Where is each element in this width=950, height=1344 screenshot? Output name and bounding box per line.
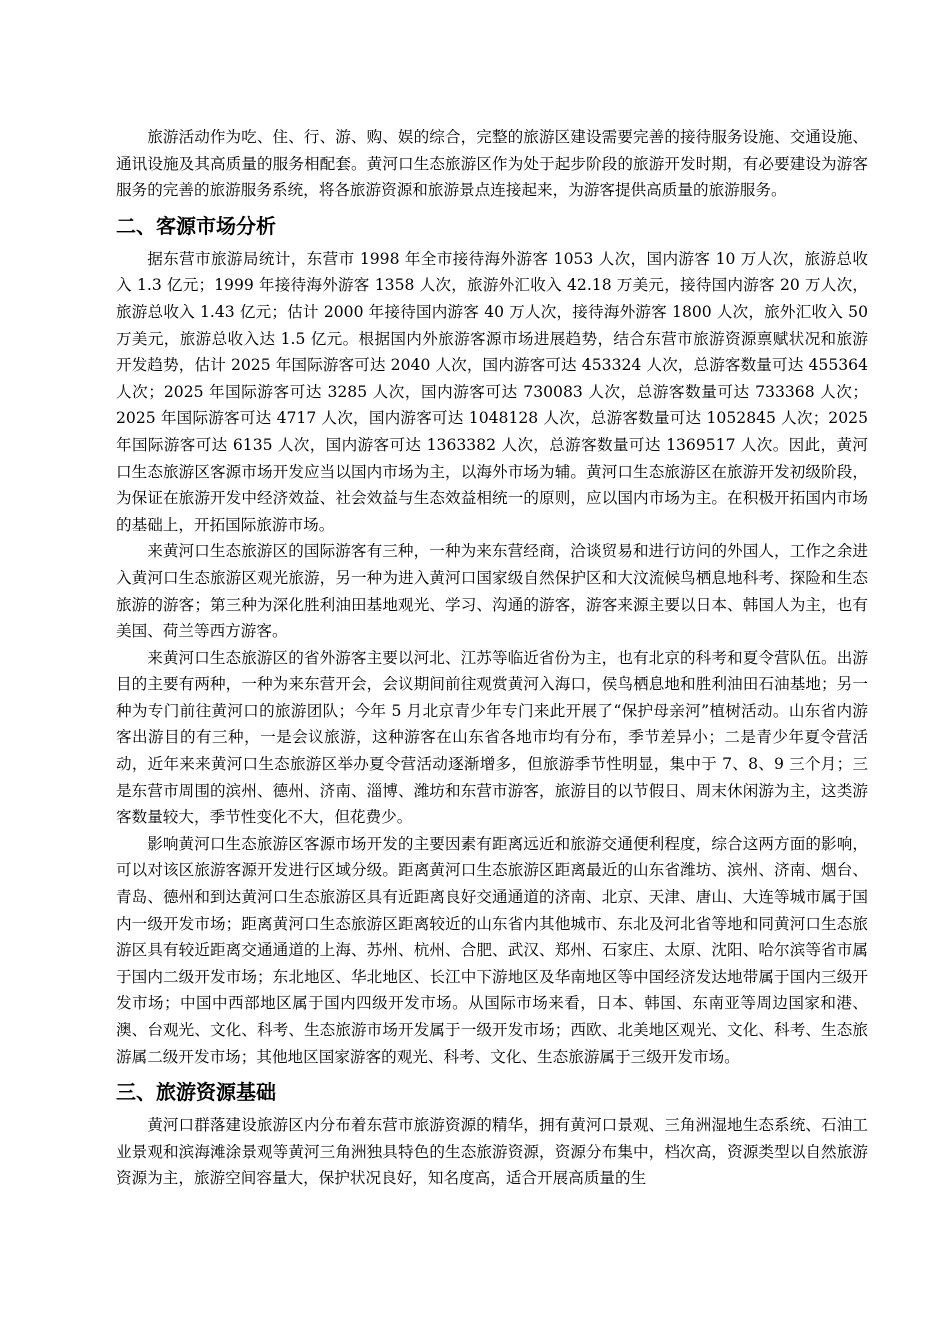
paragraph-market-grading: 影响黄河口生态旅游区客源市场开发的主要因素有距离远近和旅游交通便利程度，综合这两方面的影响，可以对该区旅游客源开发进行区域分级。距离黄河口生态旅游区距离最近的山东省潍坊、滨州、济南、烟台、青岛、德州和到达黄河口生态旅游区具有近距离良好交通通道的济南、北京、天津、唐山、大连等城市属于国内一级开发市场；距离黄河口生态旅游区距离较近的山东省内其他城市、东北及河北省等地和同黄河口生态旅游区具有较近距离交通通道的上海、苏州、杭州、合肥、武汉、郑州、石家庄、太原、沈阳、哈尔滨等省市属于国内二级开发市场；东北地区、华北地区、长江中下游地区及华南地区等中国经济发达地带属于国内三级开发市场；中国中西部地区属于国内四级开发市场。从国际市场来看，日本、韩国、东南亚等周边国家和港、澳、台观光、文化、科考、生态旅游市场开发属于一级开发市场；西欧、北美地区观光、文化、科考、生态旅游属二级开发市场；其他地区国家游客的观光、科考、文化、生态旅游属于三级开发市场。	[116, 834, 868, 1066]
paragraph-resources: 黄河口群落建设旅游区内分布着东营市旅游资源的精华，拥有黄河口景观、三角洲湿地生态系统、石油工业景观和滨海滩涂景观等黄河三角洲独具特色的生态旅游资源，资源分布集中，档次高，资源类型以自然旅游资源为主，旅游空间容量大，保护状况良好，知名度高，适合开展高质量的生	[116, 1116, 868, 1188]
paragraph-domestic-visitors: 来黄河口生态旅游区的省外游客主要以河北、江苏等临近省份为主，也有北京的科考和夏令营队伍。出游目的主要有两种，一种为来东营开会，会议期间前往观赏黄河入海口，侯鸟栖息地和胜利油田石油基地；另一种为专门前往黄河口的旅游团队；今年 5 月北京青少年专门来此开展了“保护母亲河”植树活动。山东省内游客出游目的有三种，一是会议旅游，这种游客在山东省各地市均有分布，季节差异小；二是青少年夏令营活动，近年来来黄河口生态旅游区举办夏令营活动逐渐增多，但旅游季节性明显，集中于 7、8、9 三个月；三是东营市周围的滨州、德州、济南、淄博、潍坊和东营市游客，旅游目的以节假日、周末休闲游为主，这类游客数量较大，季节性变化不大，但花费少。	[116, 648, 868, 827]
document-page	[116, 124, 868, 1192]
section-heading-source-market: 二、客源市场分析	[116, 213, 276, 238]
intro-paragraph: 旅游活动作为吃、住、行、游、购、娱的综合，完整的旅游区建设需要完善的接待服务设施、交通设施、通讯设施及其高质量的服务相配套。黄河口生态旅游区作为处于起步阶段的旅游开发时期，有必要建设为游客服务的完善的旅游服务系统，将各旅游资源和旅游景点连接起来，为游客提供高质量的旅游服务。	[116, 128, 868, 200]
paragraph-statistics: 据东营市旅游局统计，东营市 1998 年全市接待海外游客 1053 人次，国内游客 10 万人次，旅游总收入 1.3 亿元；1999 年接待海外游客 1358 人次，旅游外汇收入 42.18 万美元，接待国内游客 20 万人次，旅游总收入 1.43 亿元；估计 2000 年接待国内游客 40 万人次，接待海外游客 1800 人次，旅外汇收入 50 万美元，旅游总收入达 1.5 亿元。根据国内外旅游客源市场进展趋势，结合东营市旅游资源禀赋状况和旅游开发趋势，估计 2025 年国际游客可达 2040 人次，国内游客可达 453324 人次，总游客数量可达 455364 人次；2025 年国际游客可达 3285 人次，国内游客可达 730083 人次，总游客数量可达 733368 人次；2025 年国际游客可达 4717 人次，国内游客可达 1048128 人次，总游客数量可达 1052845 人次；2025 年国际游客可达 6135 人次，国内游客可达 1363382 人次，总游客数量可达 1369517 人次。因此，黄河口生态旅游区客源市场开发应当以国内市场为主，以海外市场为辅。黄河口生态旅游区在旅游开发初级阶段，为保证在旅游开发中经济效益、社会效益与生态效益相统一的原则，应以国内市场为主。在积极开拓国内市场的基础上，开拓国际旅游市场。	[116, 249, 868, 534]
section-heading-tourism-resources: 三、旅游资源基础	[116, 1080, 276, 1105]
paragraph-international-visitors: 来黄河口生态旅游区的国际游客有三种，一种为来东营经商，洽谈贸易和进行访问的外国人，工作之余进入黄河口生态旅游区观光旅游，另一种为进入黄河口国家级自然保护区和大汶流候鸟栖息地科考、探险和生态旅游的游客；第三种为深化胜利油田基地观光、学习、沟通的游客，游客来源主要以日本、韩国人为主，也有美国、荷兰等西方游客。	[116, 542, 868, 641]
